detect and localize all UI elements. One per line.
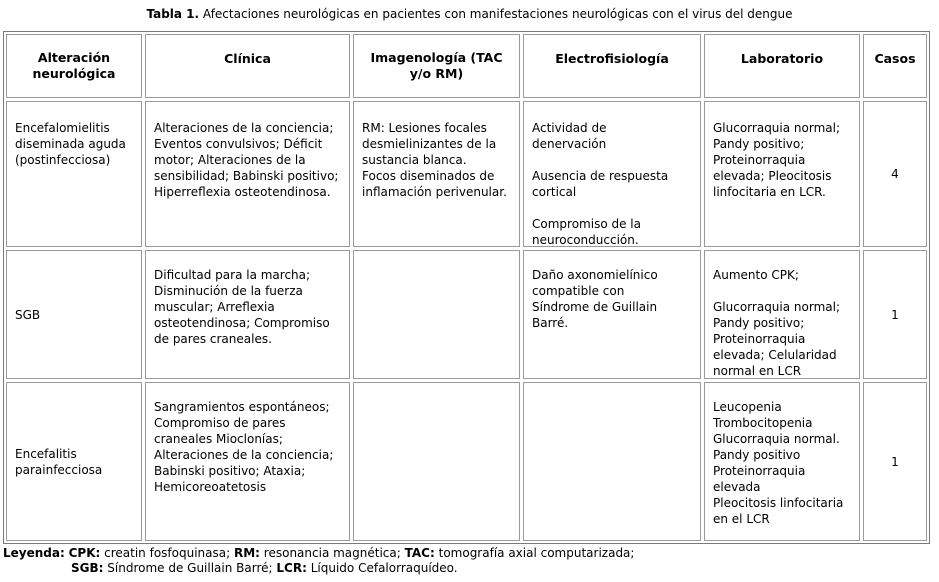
row2-imagenologia <box>353 250 520 379</box>
row1-imagenologia-text-2: Focos diseminados de inflamación perivenular. <box>362 169 507 199</box>
row2-alteracion <box>6 250 142 379</box>
row2-clinica <box>145 250 350 379</box>
row1-imagenologia <box>353 101 520 247</box>
row3-laboratorio-line: Leucopenia <box>713 400 782 414</box>
row2-electrofisiologia <box>523 250 701 379</box>
row1-alteracion <box>6 101 142 247</box>
row2-electro-text: Daño axonomielínico compatible con Síndrome de Guillain Barré. <box>532 268 658 330</box>
row2-clinica-text: Dificultad para la marcha; Disminución de la fuerza muscular; Arreflexia osteotendinosa; Compromiso de pares craneales. <box>154 268 330 346</box>
header-clinica <box>145 34 350 98</box>
row2-laboratorio <box>704 250 860 379</box>
header-casos <box>863 34 927 98</box>
row3-clinica <box>145 382 350 541</box>
header-laboratorio <box>704 34 860 98</box>
row1-electro-text-1: Actividad de denervación <box>532 121 607 151</box>
header-clinica-label: Clínica <box>224 51 271 66</box>
row2-laboratorio-text-2: Glucorraquia normal; Pandy positivo; Proteinorraquia elevada; Celularidad normal en LCR <box>713 300 841 378</box>
legend-rm-value: resonancia magnética; <box>263 546 401 560</box>
legend-lcr-value: Líquido Cefalorraquídeo. <box>310 561 458 575</box>
row1-electro-text-3: Compromiso de la neuroconducción. <box>532 217 641 247</box>
row1-imagenologia-text-1: RM: Lesiones focales desmielinizantes de la sustancia blanca. <box>362 121 497 167</box>
header-electrofisiologia <box>523 34 701 98</box>
header-alteracion-label: Alteración neurológica <box>32 50 116 81</box>
row2-laboratorio-text-1: Aumento CPK; <box>713 268 799 282</box>
row1-laboratorio-text: Glucorraquia normal; Pandy positivo; Proteinorraquia elevada; Pleocitosis linfocitaria en LCR. <box>713 121 841 199</box>
header-alteracion <box>6 34 142 98</box>
row1-laboratorio <box>704 101 860 247</box>
legend-sgb-key: SGB: <box>71 561 104 575</box>
header-imagenologia <box>353 34 520 98</box>
table-legend <box>3 546 933 576</box>
legend-tac-key: TAC: <box>404 546 435 560</box>
legend-label: Leyenda: <box>3 546 65 560</box>
header-imagenologia-label: Imagenología (TAC y/o RM) <box>370 50 503 81</box>
row3-alteracion-text: Encefalitis parainfecciosa <box>15 446 103 477</box>
row3-alteracion <box>6 382 142 541</box>
row1-clinica <box>145 101 350 247</box>
row3-imagenologia <box>353 382 520 541</box>
header-electrofisiologia-label: Electrofisiología <box>555 51 669 66</box>
row2-casos <box>863 250 927 379</box>
legend-row-2 <box>3 561 933 576</box>
header-laboratorio-label: Laboratorio <box>740 51 824 66</box>
row3-laboratorio <box>704 382 860 541</box>
row1-electrofisiologia <box>523 101 701 247</box>
row3-laboratorio-line: Pandy positivo <box>713 448 801 462</box>
row1-casos-value: 4 <box>891 167 899 181</box>
row3-clinica-text: Sangramientos espontáneos; Compromiso de pares craneales Mioclonías; Alteraciones de la conciencia; Babinski positivo; Ataxia; Hemicoreoatetosis <box>154 400 334 494</box>
caption-label: Tabla 1. <box>146 7 200 21</box>
row3-laboratorio-line: Trombocitopenia <box>713 416 813 430</box>
legend-lcr-key: LCR: <box>276 561 307 575</box>
legend-tac-value: tomografía axial computarizada; <box>438 546 635 560</box>
legend-row-1 <box>3 546 933 561</box>
table-caption <box>0 6 939 22</box>
caption-text: Afectaciones neurológicas en pacientes con manifestaciones neurológicas con el virus del dengue <box>202 7 793 21</box>
row2-alteracion-text: SGB <box>15 307 41 322</box>
row1-alteracion-text: Encefalomielitis diseminada aguda (postinfecciosa) <box>15 121 126 167</box>
row1-clinica-text: Alteraciones de la conciencia; Eventos convulsivos; Déficit motor; Alteraciones de la sensibilidad; Babinski positivo; Hiperreflexia osteotendinosa. <box>154 121 339 199</box>
row3-electrofisiologia <box>523 382 701 541</box>
row1-electro-text-2: Ausencia de respuesta cortical <box>532 169 669 199</box>
header-casos-label: Casos <box>874 51 916 66</box>
row3-laboratorio-line: Proteinorraquia elevada <box>713 464 806 494</box>
row3-casos-value: 1 <box>891 454 899 469</box>
legend-cpk-value: creatin fosfoquinasa; <box>104 546 231 560</box>
row1-casos <box>863 101 927 247</box>
legend-sgb-value: Síndrome de Guillain Barré; <box>107 561 273 575</box>
row3-laboratorio-line: Glucorraquia normal. <box>713 432 840 446</box>
row2-casos-value: 1 <box>891 307 899 322</box>
row3-casos <box>863 382 927 541</box>
legend-rm-key: RM: <box>233 546 260 560</box>
row3-laboratorio-line: Pleocitosis linfocitaria en el LCR <box>713 496 844 526</box>
legend-cpk-key: CPK: <box>68 546 101 560</box>
